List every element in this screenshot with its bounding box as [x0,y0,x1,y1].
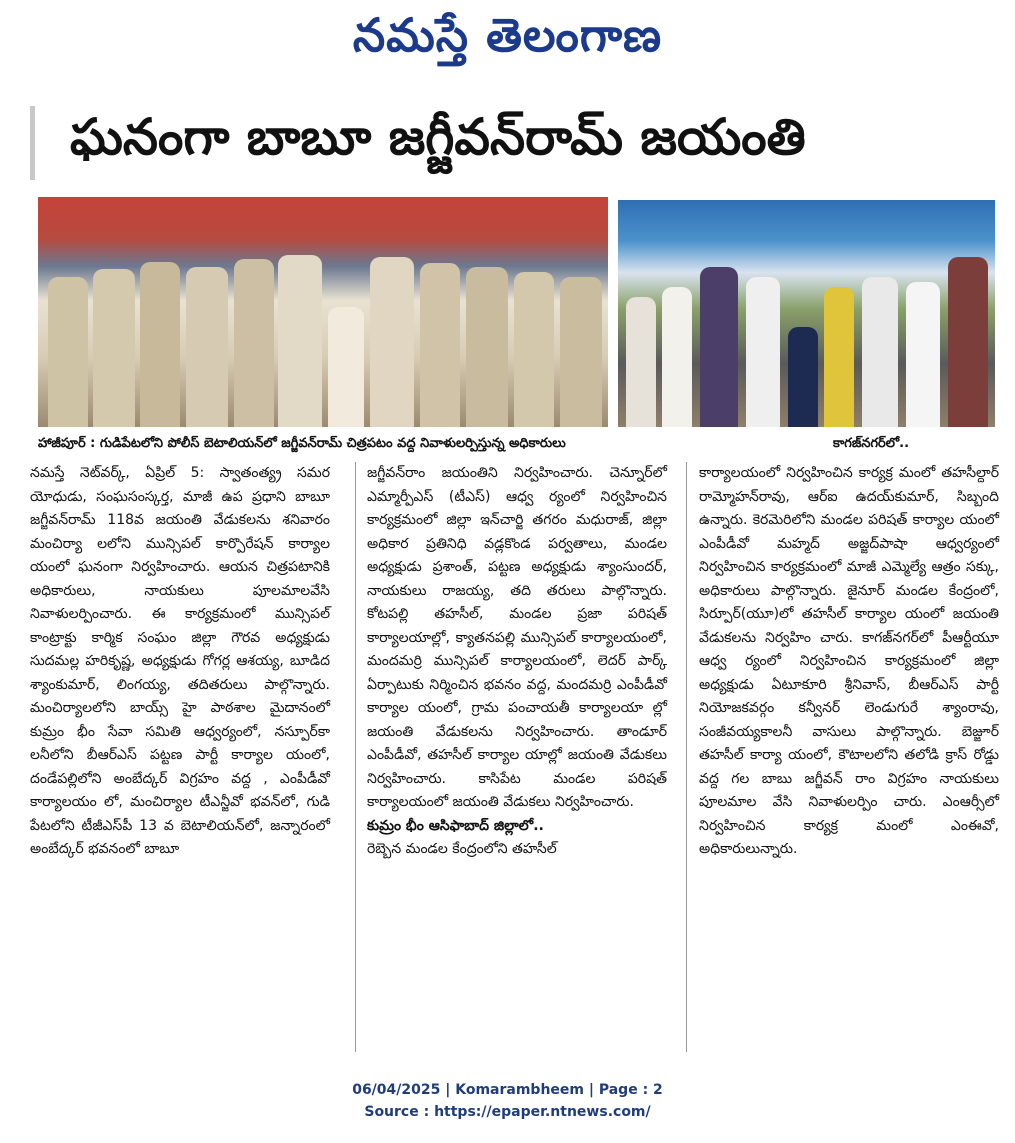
caption-right: కాగజ్‌నగర్‌లో.. [833,436,910,451]
masthead [0,0,1015,78]
column-divider [355,462,356,1052]
photo-captions [38,436,998,458]
headline: ఘనంగా బాబూ జగ్జీవన్‌రామ్ జయంతి [70,108,806,166]
article-subhead: కుమ్రం భీం ఆసిఫాబాద్ జిల్లాలో.. [367,817,544,834]
photo-kagaznagar-event [618,200,995,427]
article-paragraph: నమస్తే నెట్‌వర్క్, ఏప్రిల్ 5: స్వాతంత్య్ర సమర యోధుడు, సంఘసంస్కర్త, మాజీ ఉప ప్రధాని బాబూ జగ్జీవన్‌రామ్ 118వ జయంతి వేడుకలను శనివారం మంచిర్యా లలోని మున్సిపల్ కార్పొరేషన్ కార్యాల యంలో ఘనంగా నిర్వహించారు. ఆయన చిత్రపటానికి అధికారులు, నాయకులు పూలమాలవేసి నివాళులర్పించారు. ఈ కార్యక్రమంలో మున్సిపల్ కాంట్రాక్టు కార్మిక సంఘం జిల్లా గౌరవ అధ్యక్షుడు సుదమల్ల హరికృష్ణ, అధ్యక్షుడు గోగర్ల ఆశయ్య, బూడిద శ్యాంకుమార్, లింగయ్య, తదితరులు పాల్గొన్నారు. మంచిర్యాలలోని బాయ్స్ హై పాఠశాల మైదానంలో కుమ్రం భీం సేవా సమితి ఆధ్వర్యంలో, నస్పూర్‌కా లనీలోని బీఆర్‌ఎస్ పట్టణ పార్టీ కార్యాల యంలో, దండేపల్లిలోని అంబేద్కర్ విగ్రహం వద్ద , ఎంపీడీవో కార్యాలయం లో, మంచిర్యాల టీఎన్జీవో భవన్‌లో, గుడి పేటలోని టీజీఎస్‌పీ 13 వ బెటాలియన్‌లో, జన్నారంలో అంబేద్కర్ భవనంలో బాబూ [30,465,330,857]
footer-edition: 06/04/2025 | Komarambheem | Page : 2 [352,1082,663,1098]
headline-accent-bar [30,106,35,180]
caption-left: హాజీపూర్ : గుడిపేటలోని పోలీస్ బెటాలియన్‌లో జగ్జీవన్‌రామ్ చిత్రపటం వద్ద నివాళులర్పిస్తున్న అధికారులు [38,436,566,451]
footer-source: Source : https://epaper.ntnews.com/ [364,1104,651,1120]
article-column-1 [30,462,330,862]
photo-police-battalion [38,197,608,427]
headline-box [30,100,990,188]
article-paragraph: రెబ్బెన మండల కేంద్రంలోని తహసీల్ [367,841,557,857]
article-paragraph: కార్యాలయంలో నిర్వహించిన కార్యక్ర మంలో తహసీల్దార్ రామ్మోహన్‌రావు, ఆర్ఐ ఉదయ్‌కుమార్, సిబ్బంది ఉన్నారు. కెరమెరిలోని మండల పరిషత్ కార్యాల యంలో ఎంపీడీవో మహ్మద్ అజ్జద్‌పాషా ఆధ్వర్యంలో నిర్వహించిన కార్యక్రమంలో మాజీ ఎమ్మెల్యే ఆత్రం సక్కు, అధికారులు పాల్గొన్నారు. జైనూర్ మండల కేంద్రంలో, సిర్పూర్(యూ)లో తహసీల్ కార్యాల యంలో జయంతి వేడుకలను నిర్వహిం చారు. కాగజ్‌నగర్‌లో పీఆర్టీయూ ఆధ్వ ర్యంలో నిర్వహించిన కార్యక్రమంలో జిల్లా అధ్యక్షుడు ఏటూకూరి శ్రీనివాస్, బీఆర్‌ఎస్ పార్టీ నియోజకవర్గం కన్వీనర్ లెండుగురే శ్యాంరావు, సంజీవయ్యకాలనీ వాసులు పాల్గొన్నారు. బెజ్జూర్ తహసీల్ కార్యా యంలో, కౌటాలలోని తలోడి క్రాస్ రోడ్డు వద్ద గల బాబు జగ్జీవన్ రాం విగ్రహం నాయకులు పూలమాల వేసి నివాళులర్పిం చారు. ఎంఆర్సీలో నిర్వహించిన కార్యక్ర మంలో ఎంఈవో, అధికారులున్నారు. [699,465,999,857]
newspaper-logo: నమస్తే తెలంగాణ [352,8,663,62]
article-column-2 [367,462,667,862]
article-column-3 [699,462,999,862]
column-divider [686,462,687,1052]
article-paragraph: జగ్జీవన్‌రాం జయంతిని నిర్వహించారు. చెన్నూర్‌లో ఎమ్మార్పీఎస్ (టీఎస్) ఆధ్వ ర్యంలో నిర్వహించిన కార్యక్రమంలో జిల్లా ఇన్‌చార్జి తగరం మధురాజ్, జిల్లా అధికార ప్రతినిధి వడ్లకొండ పర్వతాలు, మండల అధ్యక్షుడు ప్రశాంత్, పట్టణ అధ్యక్షుడు శ్యాంసుందర్, నాయకులు రాజయ్య, తది తరులు పాల్గొన్నారు. కోటపల్లి తహసీల్, మండల ప్రజా పరిషత్ కార్యాలయాల్లో, క్యాతనపల్లి మున్సిపల్ కార్యాలయంలో, మందమర్రి మున్సిపల్ కార్యాలయంలో, లెదర్ పార్క్ ఏర్పాటుకు నిర్మించిన భవనం వద్ద, మందమర్రి ఎంపీడీవో కార్యాల యంలో, గ్రామ పంచాయతీ కార్యాలయా ల్లో జయంతి వేడుకలను నిర్వహించారు. తాండూర్ ఎంపీడీవో, తహసీల్ కార్యాల యాల్లో జయంతి వేడుకలు నిర్వహించారు. కాసిపేట మండల పరిషత్ కార్యాలయంలో జయంతి వేడుకలు నిర్వహించారు. [367,465,667,810]
